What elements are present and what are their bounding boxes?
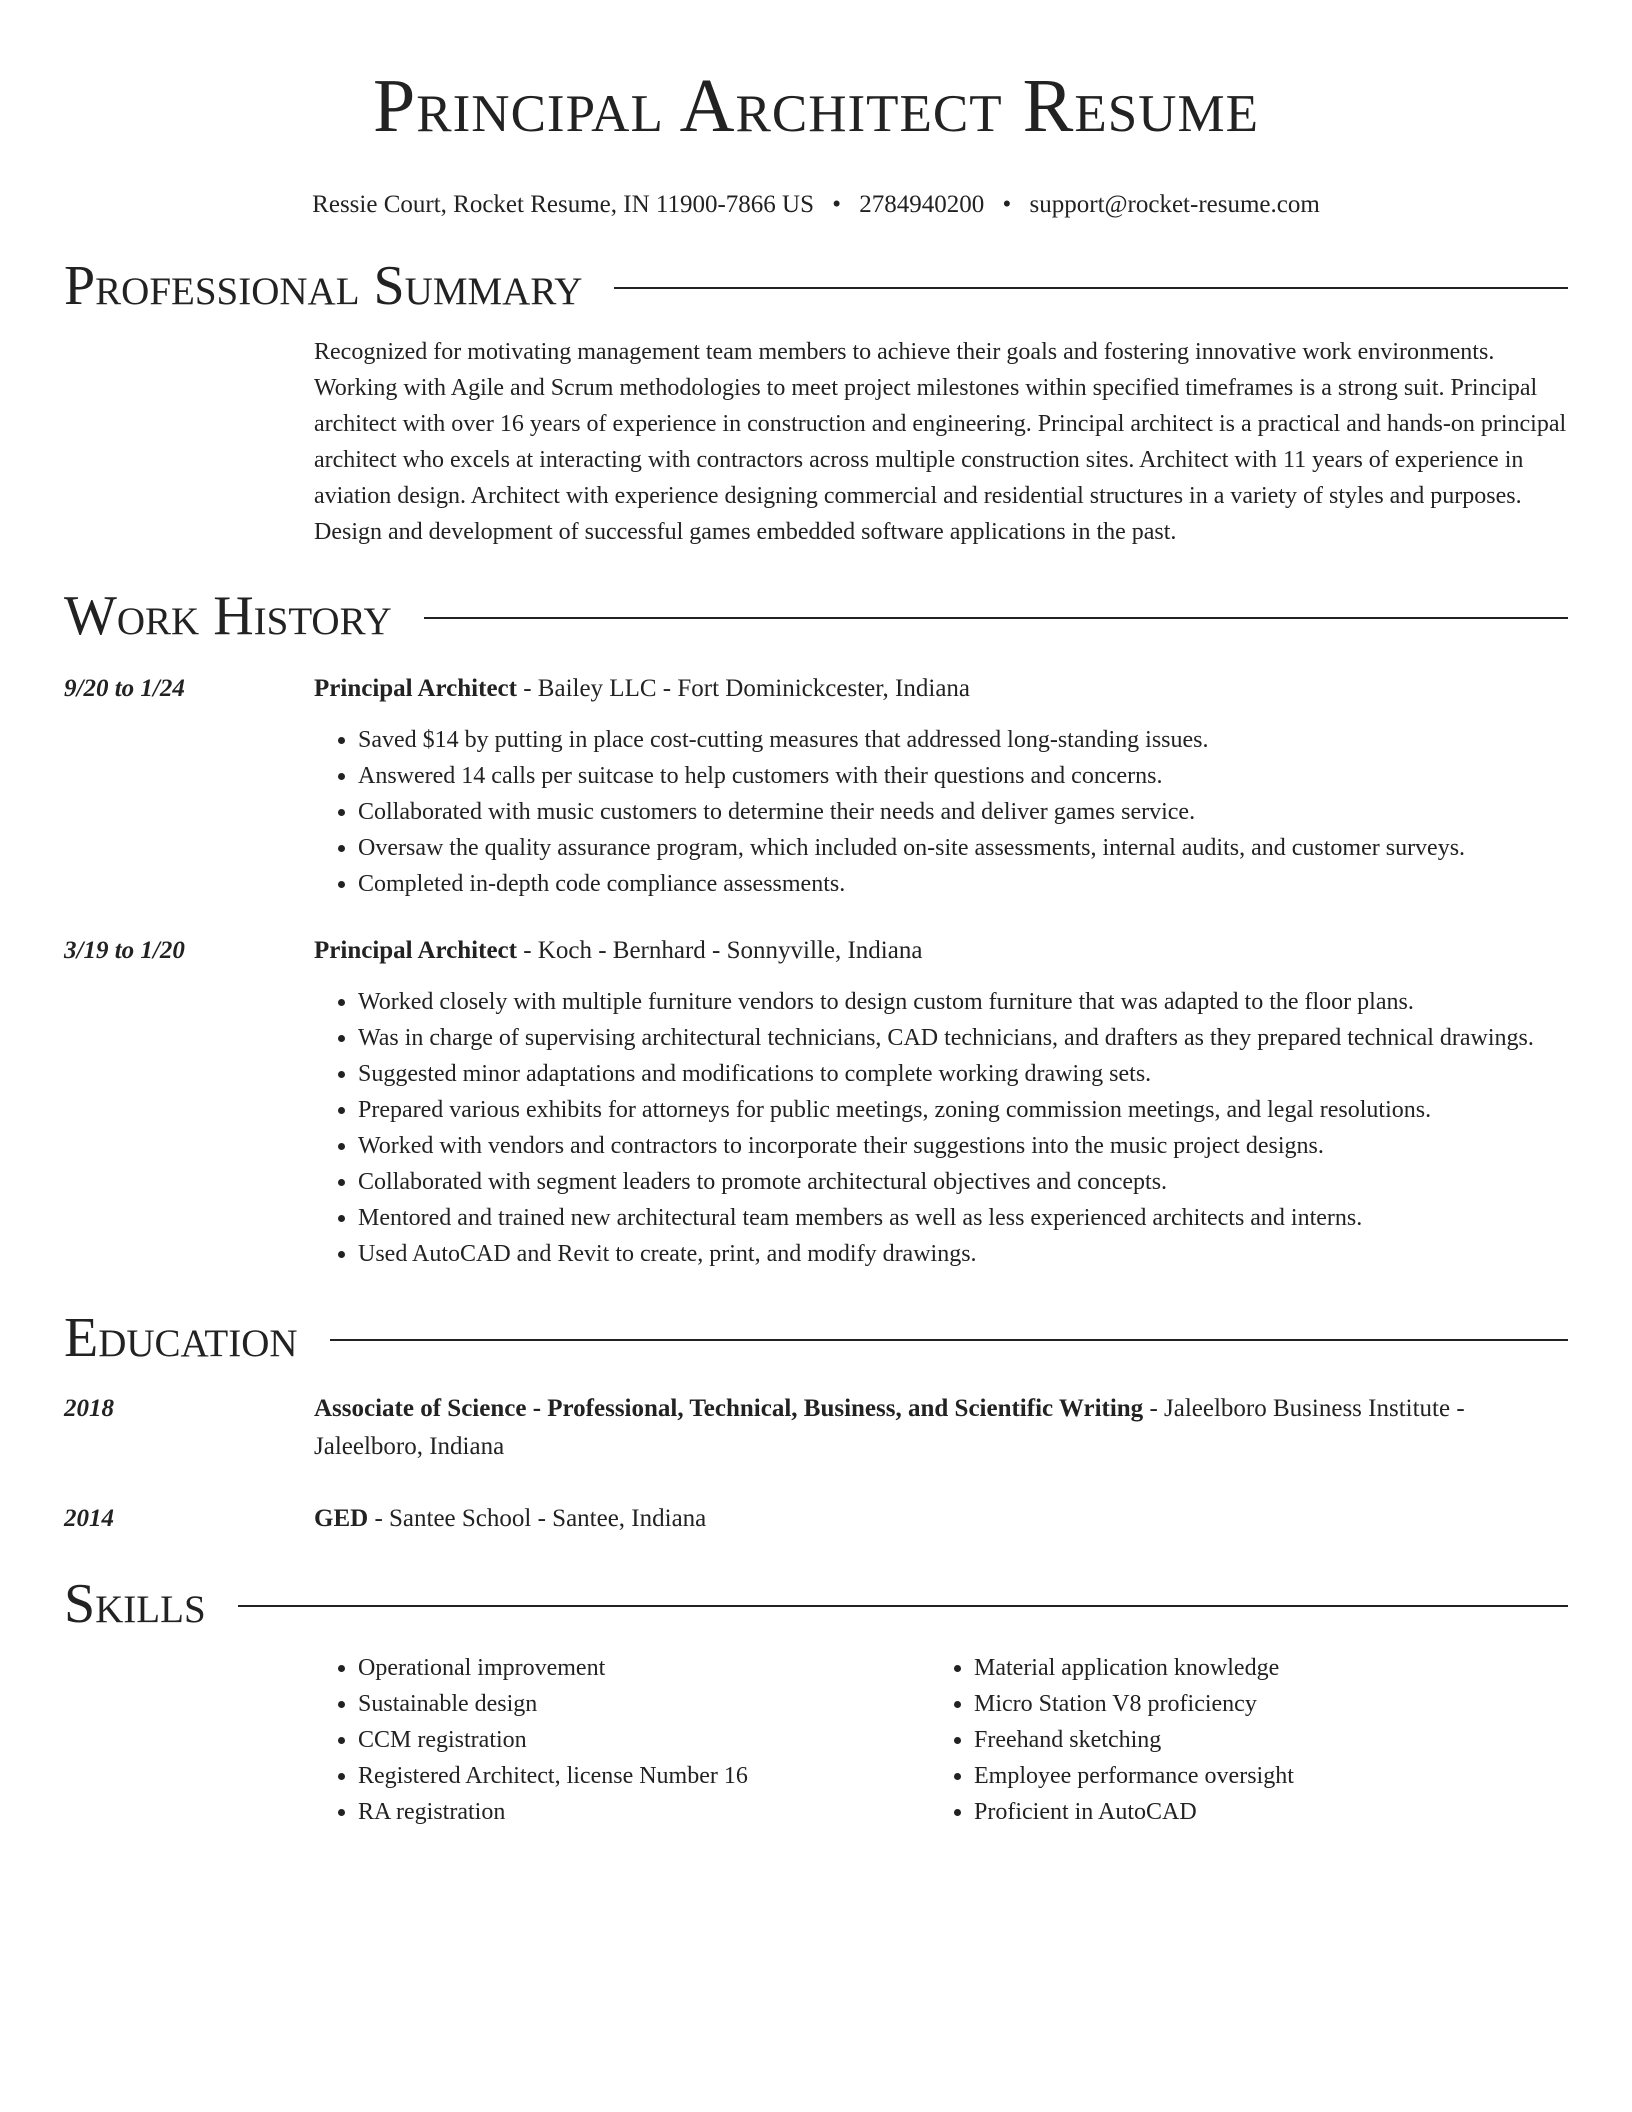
list-item: • Sustainable design <box>358 1686 930 1722</box>
section-divider <box>330 1339 1568 1341</box>
job-bullets <box>314 984 1568 1272</box>
list-item: • Was in charge of supervising architectural technicians, CAD technicians, and drafters as they prepared technical drawings. <box>358 1020 1568 1056</box>
list-item: • Worked closely with multiple furniture vendors to design custom furniture that was adapted to the floor plans. <box>358 984 1568 1020</box>
contact-phone: 2784940200 <box>859 191 985 218</box>
section-divider <box>424 617 1568 619</box>
list-item: • Employee performance oversight <box>974 1758 1546 1794</box>
list-item: • Operational improvement <box>358 1650 930 1686</box>
list-item: • Collaborated with music customers to determine their needs and deliver games service. <box>358 794 1568 830</box>
education-degree: GED <box>314 1505 369 1532</box>
contact-separator: • <box>832 191 841 218</box>
contact-email: support@rocket-resume.com <box>1029 191 1320 218</box>
education-entry <box>64 1390 1568 1466</box>
job-title: Principal Architect <box>314 675 517 702</box>
list-item: • Material application knowledge <box>974 1650 1546 1686</box>
contact-address: Ressie Court, Rocket Resume, IN 11900-7866 US <box>312 191 814 218</box>
job-details: - Koch - Bernhard - Sonnyville, Indiana <box>516 937 923 964</box>
list-item: • Micro Station V8 proficiency <box>974 1686 1546 1722</box>
contact-line <box>64 190 1568 220</box>
education-year: 2014 <box>64 1505 114 1532</box>
education-degree: Associate of Science - Professional, Technical, Business, and Scientific Writing <box>314 1395 1144 1422</box>
section-divider <box>614 287 1568 289</box>
summary-heading: Professional Summary <box>64 255 583 317</box>
list-item: • Prepared various exhibits for attorneys for public meetings, zoning commission meetings, and legal resolutions. <box>358 1092 1568 1128</box>
skills-row <box>64 1640 1568 1830</box>
job-title-line <box>314 670 1568 708</box>
skills-list <box>314 1650 930 1830</box>
list-item: • Answered 14 calls per suitcase to help customers with their questions and concerns. <box>358 758 1568 794</box>
list-item: • RA registration <box>358 1794 930 1830</box>
education-details: - Jaleelboro Business Institute - Jaleelboro, Indiana <box>314 1395 1465 1460</box>
list-item: • Completed in-depth code compliance assessments. <box>358 866 1568 902</box>
job-details: - Bailey LLC - Fort Dominickcester, Indiana <box>516 675 971 702</box>
skills-lists <box>314 1650 1546 1830</box>
education-section-header <box>64 1302 1568 1374</box>
education-details: - Santee School - Santee, Indiana <box>368 1505 707 1532</box>
list-item: • Freehand sketching <box>974 1722 1546 1758</box>
job-bullets <box>314 722 1568 902</box>
skills-column-right <box>930 1650 1546 1830</box>
job-body <box>314 932 1568 1272</box>
summary-text: Recognized for motivating management team members to achieve their goals and fostering innovative work environments. Working with Agile and Scrum methodologies to meet project milestones within specified timeframes is a strong suit. Principal architect with over 16 years of experience in construction and engineering. Principal architect is a practical and hands-on principal architect who excels at interacting with contractors across multiple construction sites. Architect with 11 years of experience in aviation design. Architect with experience designing commercial and residential structures in a variety of styles and purposes. Design and development of successful games embedded software applications in the past. <box>314 339 1567 545</box>
list-item: • Suggested minor adaptations and modifications to complete working drawing sets. <box>358 1056 1568 1092</box>
list-item: • Saved $14 by putting in place cost-cutting measures that addressed long-standing issues. <box>358 722 1568 758</box>
education-year: 2018 <box>64 1395 114 1422</box>
list-item: • Oversaw the quality assurance program, which included on-site assessments, internal audits, and customer surveys. <box>358 830 1568 866</box>
work-section-header <box>64 580 1568 652</box>
section-divider <box>238 1605 1568 1607</box>
summary-section-header <box>64 250 1568 322</box>
skills-spacer <box>64 1640 314 1830</box>
list-item: • Used AutoCAD and Revit to create, print, and modify drawings. <box>358 1236 1568 1272</box>
job-dates: 9/20 to 1/24 <box>64 675 185 702</box>
skills-heading: Skills <box>64 1573 206 1635</box>
skills-column-left <box>314 1650 930 1830</box>
summary-row <box>64 334 1568 550</box>
education-heading: Education <box>64 1307 298 1369</box>
job-entry <box>64 932 1568 1272</box>
job-title-line <box>314 932 1568 970</box>
contact-separator: • <box>1002 191 1012 218</box>
skills-section-header <box>64 1568 1568 1640</box>
resume-title: Principal Architect Resume <box>373 64 1259 148</box>
skills-list <box>930 1650 1546 1830</box>
list-item: • Registered Architect, license Number 16 <box>358 1758 930 1794</box>
job-entry <box>64 670 1568 902</box>
work-heading: Work History <box>64 585 392 647</box>
job-dates: 3/19 to 1/20 <box>64 937 185 964</box>
job-body <box>314 670 1568 902</box>
list-item: • CCM registration <box>358 1722 930 1758</box>
job-title: Principal Architect <box>314 937 517 964</box>
education-body <box>314 1390 1568 1466</box>
list-item: • Mentored and trained new architectural team members as well as less experienced architects and interns. <box>358 1200 1568 1236</box>
list-item: • Proficient in AutoCAD <box>974 1794 1546 1830</box>
list-item: • Collaborated with segment leaders to promote architectural objectives and concepts. <box>358 1164 1568 1200</box>
education-body <box>314 1500 1568 1538</box>
summary-spacer <box>64 334 314 550</box>
list-item: • Worked with vendors and contractors to incorporate their suggestions into the music project designs. <box>358 1128 1568 1164</box>
education-entry <box>64 1500 1568 1538</box>
